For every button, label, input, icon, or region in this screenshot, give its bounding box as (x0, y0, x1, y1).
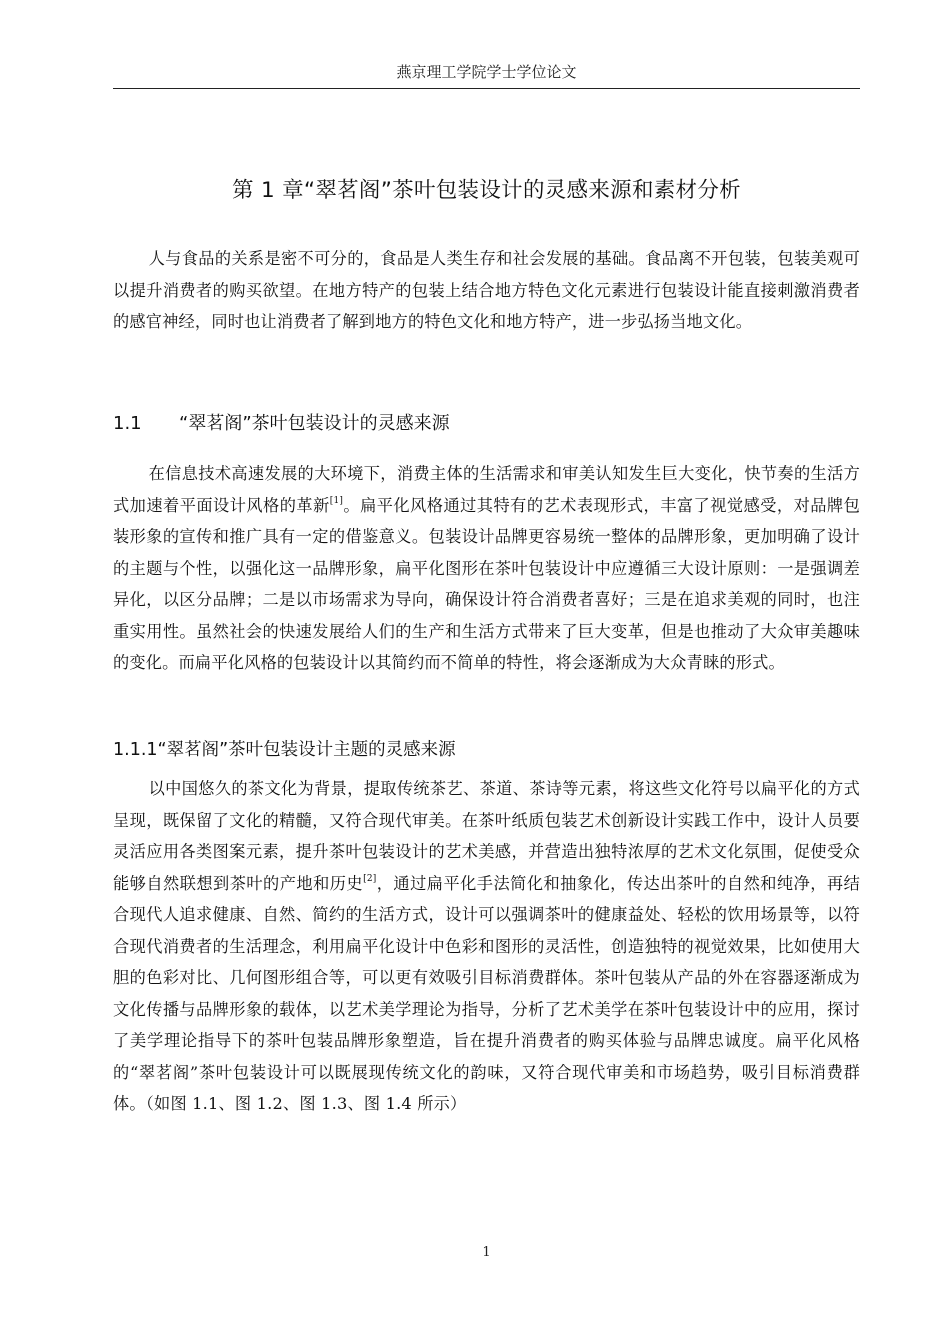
header-rule (113, 88, 860, 89)
section-1-1-number: 1.1 (113, 413, 142, 434)
section-1-1-1-text-b: ，通过扁平化手法简化和抽象化，传达出茶叶的自然和纯净，再结合现代人追求健康、自然、简约的生活方式，设计可以强调茶叶的健康益处、轻松的饮用场景等，以符合现代消费者的生活理念，利用扁平化设计中色彩和图形的灵活性，创造独特的视觉效果，比如使用大胆的色彩对比、几何图形组合等，可以更有效吸引目标消费群体。茶叶包装从产品的外在容器逐渐成为文化传播与品牌形象的载体，以艺术美学理论为指导，分析了艺术美学在茶叶包装设计中的应用，探讨了美学理论指导下的茶叶包装品牌形象塑造，旨在提升消费者的购买体验与品牌忠诚度。扁平化风格的“翠茗阁”茶叶包装设计可以既展现传统文化的韵味，又符合现代审美和市场趋势，吸引目标消费群体。（如图 1.1、图 1.2、图 1.3、图 1.4 所示） (113, 873, 860, 1113)
section-1-1-text-b: 。扁平化风格通过其特有的艺术表现形式，丰富了视觉感受，对品牌包装形象的宣传和推广具有一定的借鉴意义。包装设计品牌更容易统一整体的品牌形象，更加明确了设计的主题与个性，以强化这一品牌形象，扁平化图形在茶叶包装设计中应遵循三大设计原则：一是强调差异化，以区分品牌；二是以市场需求为导向，确保设计符合消费者喜好；三是在追求美观的同时，也注重实用性。虽然社会的快速发展给人们的生产和生活方式带来了巨大变革，但是也推动了大众审美趣味的变化。而扁平化风格的包装设计以其简约而不简单的特性，将会逐渐成为大众青睐的形式。 (113, 495, 860, 672)
section-1-1-paragraph (113, 458, 860, 679)
running-header: 燕京理工学院学士学位论文 (396, 63, 577, 81)
intro-paragraph: 人与食品的关系是密不可分的，食品是人类生存和社会发展的基础。食品离不开包装，包装美观可以提升消费者的购买欲望。在地方特产的包装上结合地方特色文化元素进行包装设计能直接刺激消费者的感官神经，同时也让消费者了解到地方的特色文化和地方特产，进一步弘扬当地文化。 (113, 249, 860, 331)
section-1-1-1-title: “翠茗阁”茶叶包装设计主题的灵感来源 (157, 740, 456, 760)
section-1-1-heading (113, 410, 860, 438)
citation-2: [2] (363, 873, 377, 884)
page-number: 1 (482, 1245, 491, 1260)
section-1-1-text-a: 在信息技术高速发展的大环境下，消费主体的生活需求和审美认知发生巨大变化，快节奏的生活方式加速着平面设计风格的革新 (113, 464, 860, 515)
section-1-1-title: “翠茗阁”茶叶包装设计的灵感来源 (179, 413, 450, 434)
section-1-1-1-heading (113, 736, 860, 764)
chapter-title: 第 1 章“翠茗阁”茶叶包装设计的灵感来源和素材分析 (232, 178, 741, 203)
section-1-1-1-number: 1.1.1 (113, 740, 158, 760)
section-1-1-1-paragraph (113, 773, 860, 1120)
section-1-1-1-text-a: 以中国悠久的茶文化为背景，提取传统茶艺、茶道、茶诗等元素，将这些文化符号以扁平化的方式呈现，既保留了文化的精髓，又符合现代审美。在茶叶纸质包装艺术创新设计实践工作中，设计人员要灵活应用各类图案元素，提升茶叶包装设计的艺术美感，并营造出独特浓厚的艺术文化氛围，促使受众能够自然联想到茶叶的产地和历史 (113, 779, 860, 893)
citation-1: [1] (329, 495, 344, 506)
